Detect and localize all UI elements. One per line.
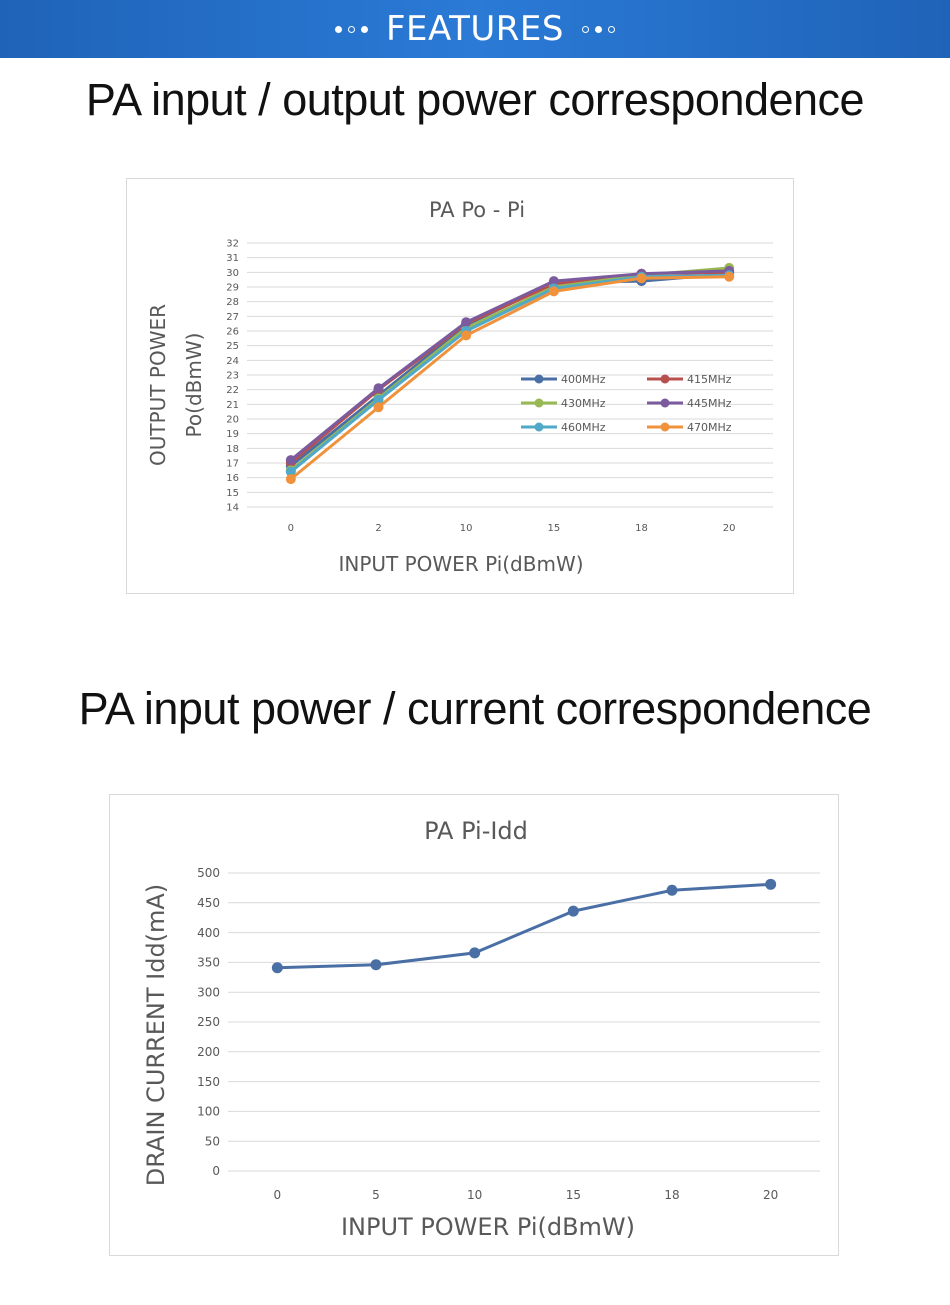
y-tick-label: 31	[226, 253, 239, 265]
data-point	[461, 330, 471, 340]
x-tick-label: 10	[467, 1188, 483, 1202]
data-point	[637, 273, 647, 283]
y-tick-label: 200	[197, 1045, 220, 1059]
y-tick-label: 14	[226, 502, 239, 514]
y-tick-label: 50	[204, 1134, 220, 1149]
chart-po-pi	[127, 179, 793, 593]
y-tick-label: 26	[226, 326, 239, 338]
legend-marker	[661, 375, 670, 384]
x-tick-label: 15	[547, 523, 561, 534]
x-tick-label: 20	[722, 523, 736, 534]
y-tick-label: 28	[226, 297, 239, 309]
legend-marker	[661, 423, 670, 432]
data-point	[374, 383, 384, 393]
chart-title: PA Pi-Idd	[424, 817, 528, 845]
y-tick-label: 19	[226, 429, 239, 441]
y-axis-label: DRAIN CURRENT Idd(mA)	[142, 883, 170, 1187]
x-tick-label: 20	[763, 1188, 779, 1202]
y-tick-label: 27	[226, 311, 239, 323]
y-tick-label: 15	[226, 487, 239, 499]
data-point	[765, 879, 776, 890]
y-tick-label: 500	[197, 866, 220, 881]
x-axis-label: INPUT POWER Pi(dBmW)	[340, 1213, 636, 1241]
data-point	[286, 455, 296, 465]
y-tick-label: 21	[226, 399, 239, 411]
section-title-pi-idd: PA input power / current correspondence	[78, 683, 872, 734]
y-tick-label: 29	[226, 282, 239, 294]
chart-title: PA Po - Pi	[428, 198, 526, 222]
y-tick-label: 450	[197, 896, 220, 910]
y-tick-label: 20	[226, 414, 239, 426]
y-tick-label: 0	[212, 1164, 220, 1179]
legend-label: 415MHz	[687, 373, 732, 386]
y-axis-label: OUTPUT POWER	[146, 304, 170, 466]
data-point	[549, 286, 559, 296]
legend-marker	[535, 375, 544, 384]
x-tick-label: 5	[372, 1188, 380, 1202]
legend-marker	[535, 399, 544, 408]
y-tick-label: 18	[226, 443, 239, 455]
x-tick-label: 18	[635, 523, 648, 534]
banner-dots-right	[582, 26, 615, 33]
y-tick-label: 350	[197, 955, 220, 970]
data-point	[724, 272, 734, 282]
data-point	[272, 962, 283, 973]
y-tick-label: 30	[226, 267, 239, 279]
data-point	[667, 885, 678, 896]
y-tick-label: 25	[226, 341, 239, 353]
y-tick-label: 400	[197, 925, 220, 940]
y-tick-label: 22	[226, 385, 239, 397]
section-title-po-pi: PA input / output power correspondence	[85, 74, 865, 125]
x-tick-label: 15	[565, 1188, 581, 1202]
data-point	[286, 474, 296, 484]
data-point	[568, 906, 579, 917]
legend-marker	[535, 423, 544, 432]
chart-pi-idd	[110, 795, 838, 1255]
banner-dots-left	[335, 26, 368, 33]
x-axis-label: INPUT POWER Pi(dBmW)	[338, 552, 584, 576]
data-point	[374, 402, 384, 412]
series-line	[291, 268, 729, 470]
y-axis-label: Po(dBmW)	[182, 332, 206, 438]
y-tick-label: 24	[226, 355, 239, 367]
chart-po-pi-frame	[126, 178, 794, 594]
data-point	[461, 317, 471, 327]
y-tick-label: 17	[226, 458, 239, 470]
x-tick-label: 0	[273, 1188, 282, 1202]
x-tick-label: 10	[459, 523, 473, 534]
series-line	[277, 884, 770, 967]
chart-pi-idd-frame	[109, 794, 839, 1256]
data-point	[469, 947, 480, 958]
x-tick-label: 2	[375, 523, 382, 534]
x-tick-label: 0	[287, 523, 295, 534]
legend-label: 400MHz	[561, 373, 606, 386]
y-tick-label: 23	[226, 370, 239, 382]
y-tick-label: 32	[226, 238, 239, 250]
banner-title: FEATURES	[385, 9, 564, 49]
legend-label: 445MHz	[687, 397, 732, 410]
y-tick-label: 250	[197, 1015, 220, 1030]
x-tick-label: 18	[664, 1188, 680, 1202]
features-banner	[0, 0, 950, 58]
data-point	[371, 959, 382, 970]
legend-label: 460MHz	[561, 421, 606, 434]
y-tick-label: 300	[197, 985, 220, 1000]
legend-label: 470MHz	[687, 421, 732, 434]
legend-marker	[661, 399, 670, 408]
y-tick-label: 16	[226, 473, 239, 485]
legend-label: 430MHz	[561, 397, 606, 410]
series-line	[291, 271, 729, 460]
y-tick-label: 150	[197, 1074, 220, 1089]
y-tick-label: 100	[197, 1104, 220, 1119]
